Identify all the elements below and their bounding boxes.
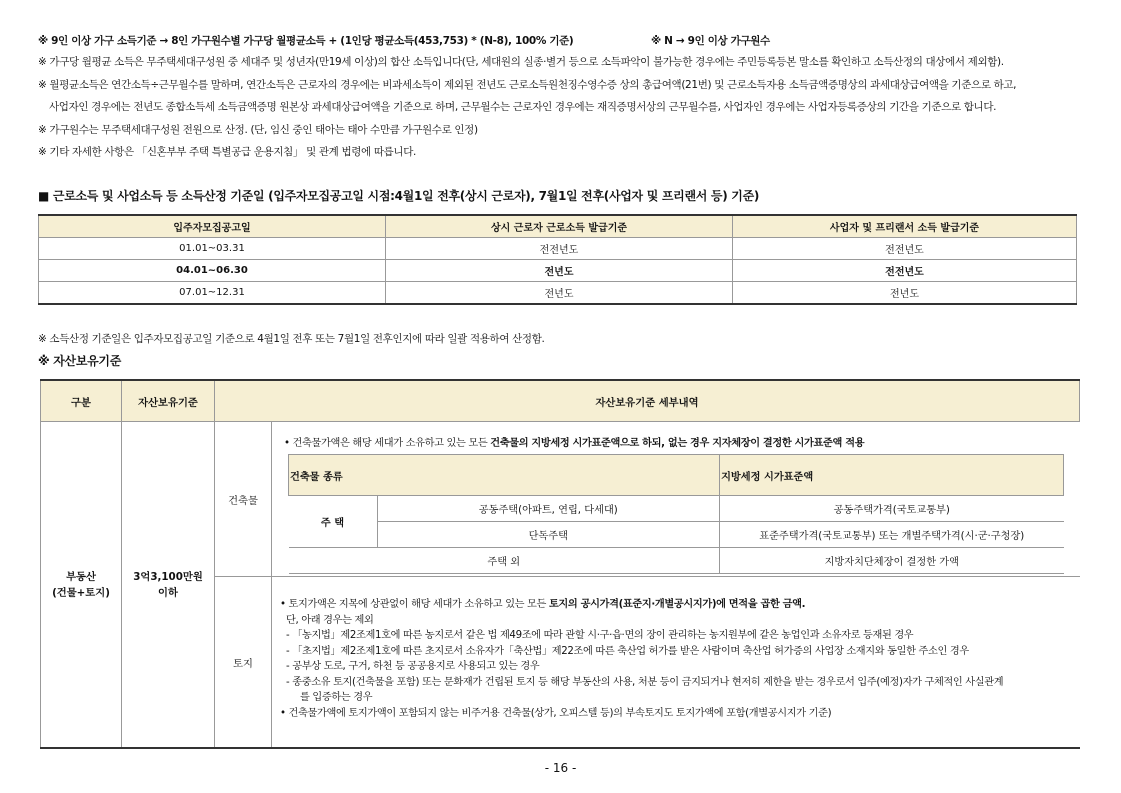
category-real-estate: 부동산 (건물+토지) bbox=[41, 422, 122, 749]
land-details bbox=[272, 597, 1080, 721]
land-intro-text: • 토지가액은 지목에 상관없이 해당 세대가 소유하고 있는 모든 bbox=[280, 599, 549, 610]
table-cell: 단독주택 bbox=[377, 522, 720, 548]
col-header-employee-basis: 상시 근로자 근로소득 발급기준 bbox=[386, 215, 733, 238]
land-exception-farmland: - 「농지법」제2조제1호에 따른 농지로서 같은 법 제49조에 따라 관할 시·구·읍·면의 장이 관리하는 농지원부에 같은 농업인과 소유자로 등재된 경우 bbox=[286, 630, 914, 641]
table-row bbox=[39, 260, 1077, 282]
col-header-category: 구분 bbox=[41, 380, 122, 422]
building-intro-text: • 건축물가액은 해당 세대가 소유하고 있는 모든 bbox=[284, 438, 491, 449]
table-cell: 04.01~06.30 bbox=[39, 260, 386, 282]
asset-criteria-table bbox=[40, 379, 1080, 749]
col-header-asset-details: 자산보유기준 세부내역 bbox=[215, 380, 1080, 422]
note-household-9plus: ※ 9인 이상 가구 소득기준 → 8인 가구원수별 가구당 월평균소득 + (1인당 평균소득(453,753) * (N-8), 100% 기준) bbox=[38, 35, 574, 47]
table-cell: 01.01~03.31 bbox=[39, 238, 386, 260]
land-intro bbox=[280, 597, 1080, 613]
table-row bbox=[39, 282, 1077, 305]
note-household-count: ※ 가구원수는 무주택세대구성원 전원으로 산정. (단, 임신 중인 태아는 태아 수만큼 가구원수로 인정) bbox=[38, 124, 478, 136]
table-row bbox=[39, 238, 1077, 260]
asset-limit-value: 3억3,100만원 이하 bbox=[122, 422, 215, 749]
housing-label: 주 택 bbox=[289, 496, 378, 548]
table-header-row bbox=[41, 380, 1080, 422]
land-exception-public: - 공부상 도로, 구거, 하천 등 공공용지로 사용되고 있는 경우 bbox=[286, 661, 540, 672]
land-exception-intro: 단, 아래 경우는 제외 bbox=[286, 614, 374, 626]
building-intro-bold: 건축물의 지방세정 시가표준액으로 하되, 없는 경우 지자체장이 결정한 시가표준액 적용 bbox=[490, 438, 865, 449]
table-header-row bbox=[39, 215, 1077, 238]
table-cell: 07.01~12.31 bbox=[39, 282, 386, 305]
table-cell: 전년도 bbox=[386, 260, 733, 282]
income-basis-note: ※ 소득산정 기준일은 입주자모집공고일 기준으로 4월1일 전후 또는 7월1일 전후인지에 따라 일괄 적용하여 산정함. bbox=[38, 333, 545, 345]
label-building: 건축물 bbox=[215, 422, 272, 577]
note-average-income-2: 사업자인 경우에는 전년도 종합소득세 소득금액증명 원본상 과세대상급여액을 기준으로 하며, 근무월수는 근로자인 경우에는 재직증명서상의 근무월수를, 사업자인 경우에는 사업자등록증상의 기간을 기준으로 합니다. bbox=[49, 101, 997, 113]
asset-section-title: ※ 자산보유기준 bbox=[38, 354, 121, 368]
table-header-row bbox=[289, 455, 1064, 496]
table-cell: 지방자치단체장이 결정한 가액 bbox=[720, 548, 1064, 574]
table-row bbox=[289, 496, 1064, 522]
building-intro bbox=[276, 434, 1080, 449]
table-cell: 전년도 bbox=[386, 282, 733, 305]
land-exception-clan: - 종중소유 토지(건축물을 포함) 또는 문화재가 건립된 토지 등 해당 부동산의 사용, 처분 등이 금지되거나 현저히 제한을 받는 경우로서 입주(예정)자가 구체적인 사실관계 bbox=[286, 676, 1004, 688]
col-header-building-type: 건축물 종류 bbox=[289, 455, 720, 496]
table-cell: 전전년도 bbox=[733, 260, 1077, 282]
table-cell: 공동주택(아파트, 연립, 다세대) bbox=[377, 496, 720, 522]
page-number: - 16 - bbox=[544, 761, 577, 775]
table-cell: 전전년도 bbox=[733, 238, 1077, 260]
table-row bbox=[289, 522, 1064, 548]
table-row-building bbox=[41, 422, 1080, 577]
table-cell: 공동주택가격(국토교통부) bbox=[720, 496, 1064, 522]
label-land: 토지 bbox=[215, 577, 272, 749]
building-type-table bbox=[288, 454, 1064, 574]
table-cell: 주택 외 bbox=[289, 548, 720, 574]
col-header-announcement-date: 입주자모집공고일 bbox=[39, 215, 386, 238]
note-n-definition: ※ N → 9인 이상 가구원수 bbox=[651, 35, 770, 47]
col-header-business-basis: 사업자 및 프리랜서 소득 발급기준 bbox=[733, 215, 1077, 238]
table-cell: 전년도 bbox=[733, 282, 1077, 305]
land-exception-grassland: - 「초지법」제2조제1호에 따른 초지로서 소유자가「축산법」제22조에 따른 축산업 허가를 받은 사람이며 축산업 허가증의 사업장 소재지와 동일한 주소인 경우 bbox=[286, 645, 969, 657]
income-section-title: ■ 근로소득 및 사업소득 등 소득산정 기준일 (입주자모집공고일 시점:4월1일 전후(상시 근로자), 7월1일 전후(사업자 및 프리랜서 등) 기준) bbox=[38, 189, 760, 203]
building-detail-cell bbox=[272, 422, 1080, 577]
land-exception-clan-cont: 를 입증하는 경우 bbox=[300, 692, 373, 703]
col-header-asset-limit: 자산보유기준 bbox=[122, 380, 215, 422]
land-intro-bold: 토지의 공시가격(표준지·개별공시지가)에 면적을 곱한 금액. bbox=[548, 599, 806, 610]
table-cell: 표준주택가격(국토교통부) 또는 개별주택가격(시·군·구청장) bbox=[720, 522, 1064, 548]
note-average-income-1: ※ 월평균소득은 연간소득÷근무월수를 말하며, 연간소득은 근로자의 경우에는 비과세소득이 제외된 전년도 근로소득원천징수영수증 상의 총급여액(21번) 및 근로소득자용 소득금액증명상의 과세대상급여액을 기준으로 하고, bbox=[38, 79, 1017, 91]
note-other-regulations: ※ 기타 자세한 사항은 「신혼부부 주택 특별공급 운용지침」 및 관계 법령에 따릅니다. bbox=[38, 146, 416, 158]
table-row bbox=[289, 548, 1064, 574]
note-monthly-income: ※ 가구당 월평균 소득은 무주택세대구성원 중 세대주 및 성년자(만19세 이상)의 합산 소득입니다(단, 세대원의 실종·별거 등으로 소득파악이 불가능한 경우에는 주민등록등본 말소를 확인하고 소득산정의 대상에서 제외함). bbox=[38, 56, 1004, 68]
income-criteria-table bbox=[38, 214, 1077, 305]
col-header-standard-price: 지방세정 시가표준액 bbox=[720, 455, 1064, 496]
table-cell: 전전년도 bbox=[386, 238, 733, 260]
land-detail-cell bbox=[272, 577, 1080, 749]
land-nonresidential-note: • 건축물가액에 토지가액이 포함되지 않는 비주거용 건축물(상가, 오피스텔 등)의 부속토지도 토지가액에 포함(개별공시지가 기준) bbox=[280, 707, 832, 719]
